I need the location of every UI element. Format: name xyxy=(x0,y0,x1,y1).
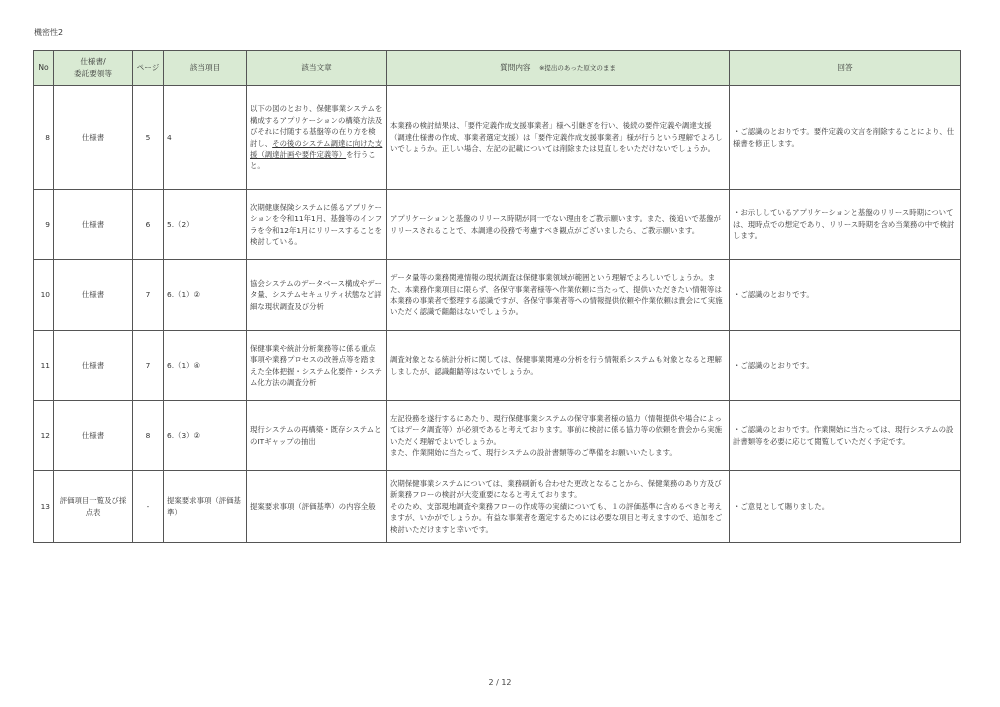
row-doc: 仕様書 xyxy=(54,260,133,331)
row-question: 左記役務を遂行するにあたり、現行保健事業システムの保守事業者様の協力（情報提供や場合によってはデータ調査等）が必須であると考えております。事前に検討に係る協力等の依頼を貴会から実施いただく理解でよいでしょうか。 また、作業開始に当たって、現行システムの設計書類等のご準備をお願いいたします。 xyxy=(387,401,730,471)
row-no: 13 xyxy=(34,471,54,543)
table-row xyxy=(34,190,961,260)
row-item: 6.（3）② xyxy=(164,401,247,471)
row-doc: 仕様書 xyxy=(54,86,133,190)
qa-table xyxy=(33,50,961,543)
row-page: - xyxy=(133,471,164,543)
header-no: No xyxy=(34,51,54,86)
table-row xyxy=(34,401,961,471)
row-no: 8 xyxy=(34,86,54,190)
row-answer: ・ご認識のとおりです。 xyxy=(730,331,961,401)
row-no: 9 xyxy=(34,190,54,260)
table-row xyxy=(34,260,961,331)
row-answer: ・お示ししているアプリケーションと基盤のリリース時期については、現時点での想定であり、リリース時期を含め当業務の中で検討します。 xyxy=(730,190,961,260)
table-row xyxy=(34,86,961,190)
header-doc xyxy=(54,51,133,86)
header-item: 該当項目 xyxy=(164,51,247,86)
row-answer: ・ご認識のとおりです。 xyxy=(730,260,961,331)
header-question-label: 質問内容 xyxy=(500,63,531,73)
page-number: 2 / 12 xyxy=(488,678,512,687)
header-text: 該当文章 xyxy=(247,51,387,86)
row-question: 本業務の検討結果は、「要件定義作成支援事業者」様へ引継ぎを行い、後続の要件定義や調達支援（調達仕様書の作成、事業者選定支援）は「要件定義作成支援事業者」様が行うという理解でよろしいでしょうか。正しい場合、左記の記載については削除または見直しをいただけないでしょうか。 xyxy=(387,86,730,190)
row-page: 7 xyxy=(133,260,164,331)
row-text-tail: を行うこと。 xyxy=(250,149,376,171)
row-text: 提案要求事項（評価基準）の内容全般 xyxy=(247,471,387,543)
row-question: アプリケーションと基盤のリリース時期が同一でない理由をご教示願います。また、後追いで基盤がリリースされることで、本調達の役務で考慮すべき観点がございましたら、ご教示願います。 xyxy=(387,190,730,260)
row-page: 7 xyxy=(133,331,164,401)
row-page: 8 xyxy=(133,401,164,471)
header-question xyxy=(387,51,730,86)
row-answer: ・ご認識のとおりです。作業開始に当たっては、現行システムの設計書類等を必要に応じて閲覧していただく予定です。 xyxy=(730,401,961,471)
row-doc: 仕様書 xyxy=(54,190,133,260)
row-page: 5 xyxy=(133,86,164,190)
row-item: 提案要求事項（評価基準） xyxy=(164,471,247,543)
row-question: 調査対象となる統計分析に関しては、保健事業関連の分析を行う情報系システムも対象となると理解しましたが、認識齟齬等はないでしょうか。 xyxy=(387,331,730,401)
row-no: 11 xyxy=(34,331,54,401)
row-item: 4 xyxy=(164,86,247,190)
row-doc: 仕様書 xyxy=(54,331,133,401)
table-header-row xyxy=(34,51,961,86)
row-question: 次期保健事業システムについては、業務刷新も合わせた更改となることから、保健業務のあり方及び新業務フローの検討が大変重要になると考えております。 そのため、支部現地調査や業務フローの作成等の実績についても、１の評価基準に含めるべきと考えますが、いかがでしょうか。有益な事業者を選定するためには必要な項目と考えますので、追加をご検討いただけますと幸いです。 xyxy=(387,471,730,543)
row-question: データ量等の業務関連情報の現状調査は保健事業領域が範囲という理解でよろしいでしょうか。また、本業務作業項目に限らず、各保守事業者様等へ作業依頼に当たって、提供いただきたい情報等は本業務の事業者で整理する認識ですが、各保守事業者等への情報提供依頼や作業依頼は貴会にて実施いただく認識で齟齬はないでしょうか。 xyxy=(387,260,730,331)
row-no: 10 xyxy=(34,260,54,331)
table-row xyxy=(34,471,961,543)
row-text-plain: 以下の図のとおり、保健事業システムを構成するアプリケーションの構築方法及びそれに付随する基盤等の在り方を検討し、 xyxy=(250,104,383,148)
header-doc-line1: 仕様書/ xyxy=(80,57,106,67)
row-item: 5.（2） xyxy=(164,190,247,260)
row-text: 保健事業や統計分析業務等に係る重点事項や業務プロセスの改善点等を踏まえた全体把握・システム化要件・システム化方法の調査分析 xyxy=(247,331,387,401)
row-item: 6.（1）④ xyxy=(164,331,247,401)
header-question-note: ※提出のあった原文のまま xyxy=(538,64,616,73)
row-text: 次期健康保険システムに係るアプリケーションを令和11年1月、基盤等のインフラを令和12年1月にリリースすることを検討している。 xyxy=(247,190,387,260)
row-text-underlined: その後のシステム調達に向けた支援（調達計画や要件定義等） xyxy=(250,138,383,159)
row-doc: 評価項目一覧及び採点表 xyxy=(54,471,133,543)
row-doc: 仕様書 xyxy=(54,401,133,471)
row-answer: ・ご意見として賜りました。 xyxy=(730,471,961,543)
header-doc-line2: 委託要領等 xyxy=(74,69,112,78)
row-page: 6 xyxy=(133,190,164,260)
header-page: ページ xyxy=(133,51,164,86)
row-item: 6.（1）② xyxy=(164,260,247,331)
row-answer: ・ご認識のとおりです。要件定義の文言を削除することにより、仕様書を修正します。 xyxy=(730,86,961,190)
row-text: 協会システムのデータベース構成やデータ量、システムセキュリティ状態など詳細な現状調査及び分析 xyxy=(247,260,387,331)
table-row xyxy=(34,331,961,401)
confidentiality-label: 機密性2 xyxy=(34,28,64,37)
header-answer: 回答 xyxy=(730,51,961,86)
row-no: 12 xyxy=(34,401,54,471)
row-text xyxy=(247,86,387,190)
row-text: 現行システムの再構築・既存システムとのITギャップの抽出 xyxy=(247,401,387,471)
